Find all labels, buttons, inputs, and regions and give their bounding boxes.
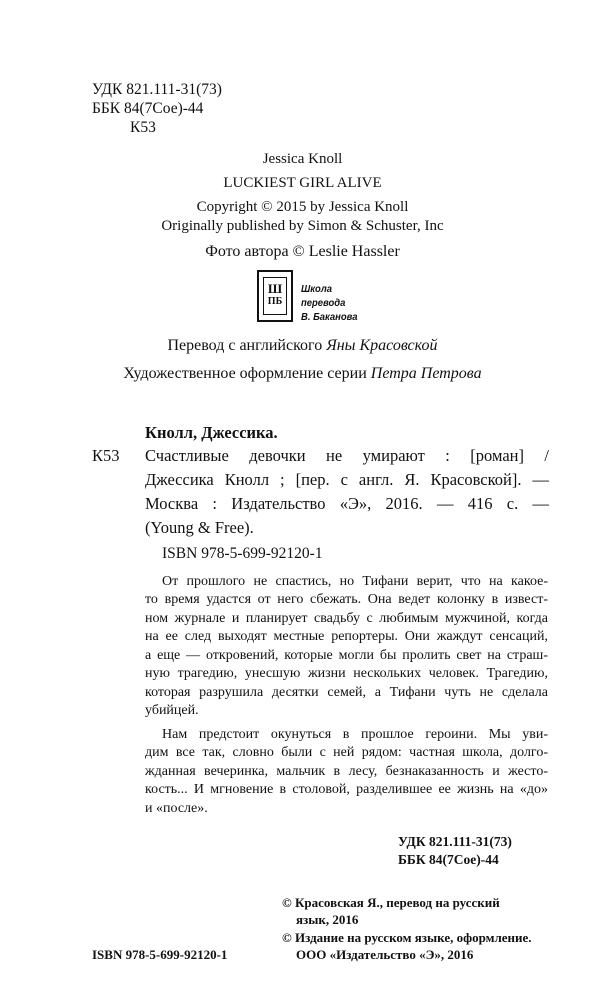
logo-monogram-bottom: ПБ [267, 296, 283, 307]
footer-udk: УДК 821.111-31(73) [398, 834, 512, 849]
copyright-translation-2: язык, 2016 [296, 912, 359, 927]
abstract-p1-line-3: ном журнале и планирует свадьбу с любимым мужчиной, когда [145, 611, 548, 626]
abstract-p1-line-1: От прошлого не спастись, но Тифани верит, что на какое- [162, 574, 548, 589]
bib-heading: Кнолл, Джессика. [145, 423, 278, 442]
original-title: LUCKIEST GIRL ALIVE [223, 175, 382, 191]
bib-mark: К53 [92, 446, 120, 465]
abstract-p1-line-4: на ее след выходят местные репортеры. Они жаждут сенсаций, [145, 629, 548, 644]
abstract-p1-line-2: то время удастся от него сбежать. Она ведет колонку в извест- [145, 592, 548, 607]
bib-line-4: (Young & Free). [145, 518, 254, 537]
bib-line-3: Москва : Издательство «Э», 2016. — 416 с. — [145, 494, 549, 513]
abstract-p2-line-2: дим все так, словно были с ней рядом: частная школа, долго- [145, 745, 548, 760]
logo-monogram-top: Ш [267, 281, 283, 296]
footer-isbn: ISBN 978-5-699-92120-1 [92, 947, 228, 962]
abstract-p2-last: и «после». [145, 801, 208, 816]
original-publisher: Originally published by Simon & Schuster, Inc [161, 218, 444, 234]
copyright-edition-1: © Издание на русском языке, оформление. [282, 930, 532, 945]
abstract-p2-line-3: жданная вечеринка, мальчик в лесу, безнаказанность и жесто- [145, 764, 548, 779]
logo-monogram [263, 277, 287, 315]
logo-line-2: В. Баканова [301, 311, 358, 323]
abstract-p1-line-5: а еще — откровений, которые могли бы пролить свет на страш- [145, 648, 548, 663]
translation-credit [0, 337, 605, 355]
design-credit [0, 365, 605, 383]
translator-name: Яны Красовской [326, 337, 438, 354]
copyright-edition-2: ООО «Издательство «Э», 2016 [296, 947, 474, 962]
designer-name: Петра Петрова [370, 365, 482, 382]
abstract-p1-line-7: которая разрушила десятки семей, а Тифани чуть не сделала [145, 685, 548, 700]
abstract-p2-line-4: кость... И мгновение в столовой, разделившее ее жизнь на «до» [145, 782, 548, 797]
abstract-p1-line-6: ную трагедию, унесшую жизни нескольких человек. Трагедию, [145, 666, 548, 681]
abstract-p1-last: убийцей. [145, 703, 199, 718]
photo-credit: Фото автора © Leslie Hassler [205, 243, 400, 260]
translation-prefix: Перевод с английского [167, 337, 327, 354]
udk-code: УДК 821.111-31(73) [92, 81, 222, 98]
abstract-p2-line-1: Нам предстоит окунуться в прошлое героини. Мы уви- [162, 727, 548, 742]
copyright-translation-1: © Красовская Я., перевод на русский [282, 895, 500, 910]
bib-line-2: Джессика Кнолл ; [пер. с англ. Я. Красовской]. — [145, 470, 549, 489]
bib-line-1: Счастливые девочки не умирают : [роман] / [145, 446, 549, 465]
original-author: Jessica Knoll [262, 151, 343, 167]
footer-bbk: ББК 84(7Сое)-44 [398, 852, 499, 867]
bbk-code: ББК 84(7Сое)-44 [92, 100, 204, 117]
logo-text [301, 282, 360, 324]
bib-isbn: ISBN 978-5-699-92120-1 [162, 545, 323, 562]
design-prefix: Художественное оформление серии [123, 365, 371, 382]
logo-line-1: Школа перевода [301, 283, 346, 309]
author-mark: К53 [130, 119, 156, 136]
original-copyright: Copyright © 2015 by Jessica Knoll [196, 199, 409, 215]
translation-school-logo [257, 270, 367, 326]
logo-monogram-frame [257, 270, 293, 322]
